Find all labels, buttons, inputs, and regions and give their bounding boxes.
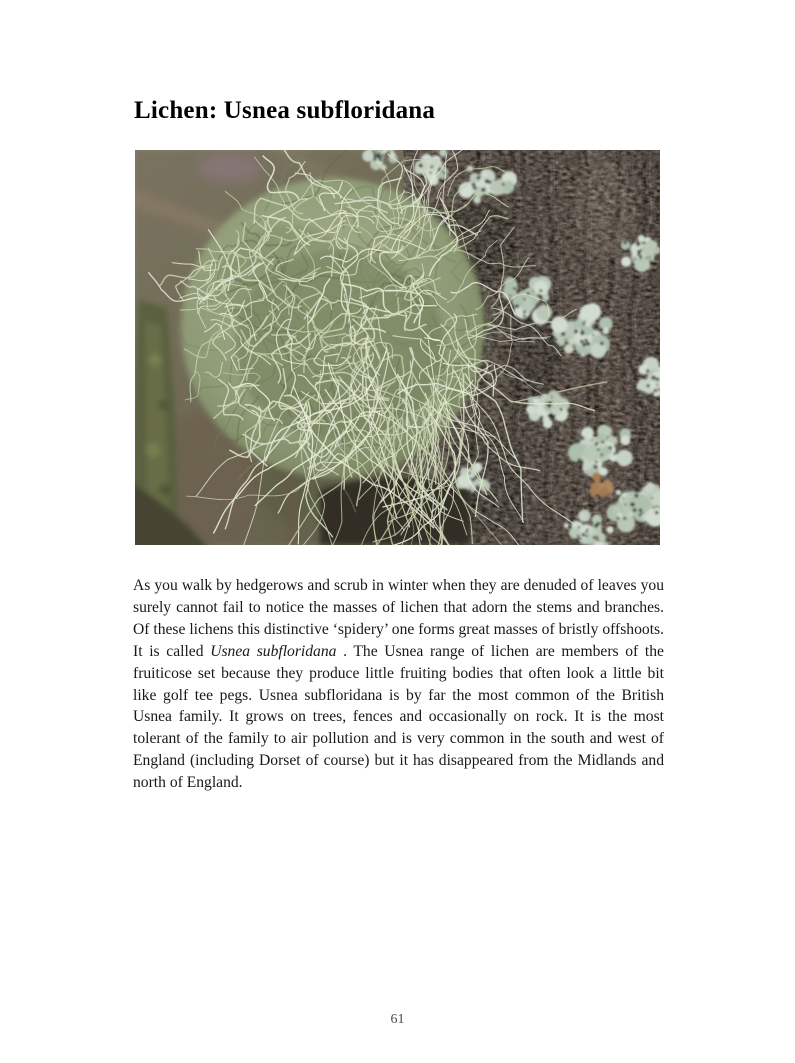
lichen-photo — [135, 150, 660, 545]
page-title: Lichen: Usnea subfloridana — [134, 97, 436, 124]
body-paragraph — [133, 575, 664, 794]
paragraph-text-lead: As you walk by hedgerows and scrub in winter when they are denuded of leaves you surely cannot fail to notice the masses of lichen that adorn the stems and branches. Of these lichens this distinctive ‘spidery’ one forms great masses of bristly offshoots. It is called — [133, 577, 664, 660]
page-number: 61 — [390, 1012, 405, 1027]
lichen-photo-canvas — [135, 150, 660, 545]
paragraph-text-tail: . The Usnea range of lichen are members of the fruiticose set because they produce little fruiting bodies that often look a little bit like golf tee pegs. Usnea subfloridana is by far the most common of the British Usnea family. It grows on trees, fences and occasionally on rock. It is the most tolerant of the family to air pollution and is very common in the south and west of England (including Dorset of course) but it has disappeared from the Midlands and north of England. — [133, 642, 664, 792]
species-name-italic: Usnea subfloridana — [210, 642, 337, 660]
